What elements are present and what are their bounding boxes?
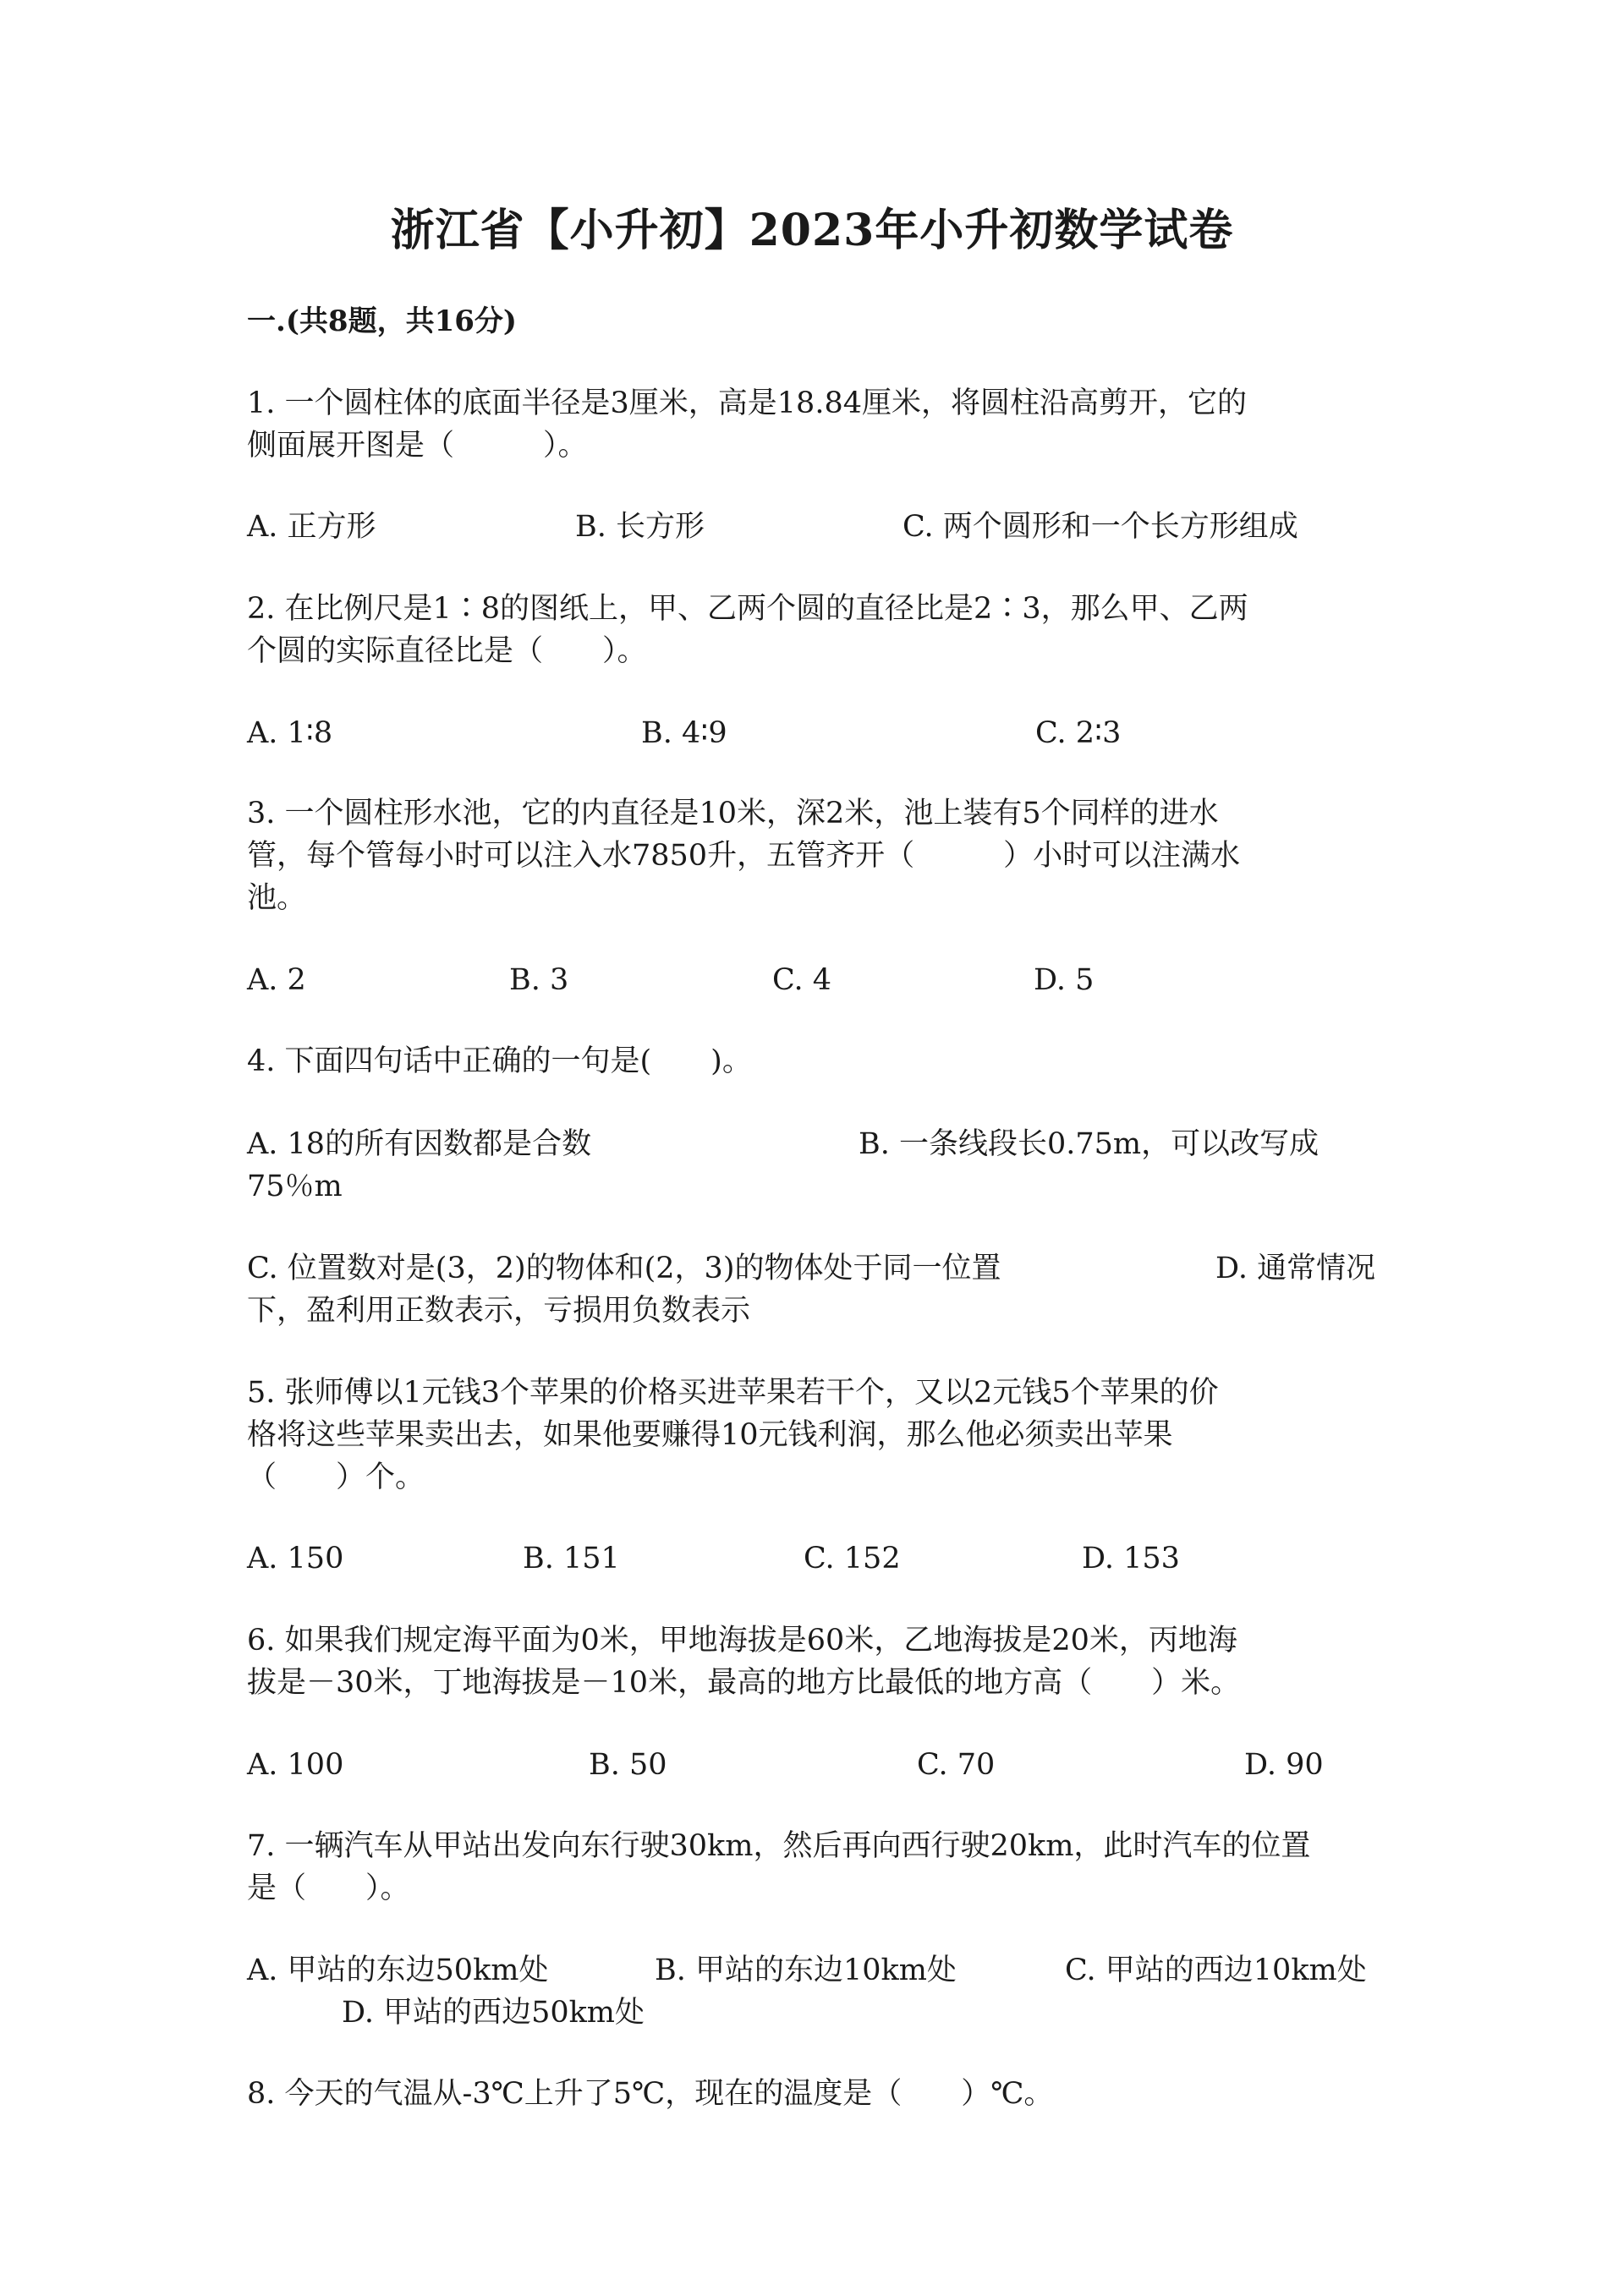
question-3-option-c[interactable]: C. 4: [772, 963, 832, 997]
question-1-line-2: 侧面展开图是（ ）。: [247, 429, 588, 463]
question-6-line-1: 6. 如果我们规定海平面为0米，甲地海拔是60米，乙地海拔是20米，丙地海: [247, 1624, 1237, 1658]
question-4-line-1: 4. 下面四句话中正确的一句是( )。: [247, 1044, 752, 1078]
question-7-option-b[interactable]: B. 甲站的东边10km处: [655, 1954, 957, 1987]
question-2-line-2: 个圆的实际直径比是（ ）。: [247, 634, 647, 668]
question-4-option-b[interactable]: B. 一条线段长0.75m，可以改写成: [859, 1127, 1320, 1161]
question-5-line-3: （ ）个。: [247, 1460, 425, 1494]
question-5-line-1: 5. 张师傅以1元钱3个苹果的价格买进苹果若干个，又以2元钱5个苹果的价: [247, 1376, 1219, 1410]
question-7-option-c[interactable]: C. 甲站的西边10km处: [1065, 1954, 1367, 1987]
question-1-option-b[interactable]: B. 长方形: [575, 510, 705, 544]
question-2-option-a[interactable]: A. 1∶8: [247, 716, 333, 750]
question-6-line-2: 拔是－30米，丁地海拔是－10米，最高的地方比最低的地方高（ ）米。: [247, 1666, 1241, 1700]
question-2-option-c[interactable]: C. 2∶3: [1035, 716, 1122, 750]
section-heading: 一.(共8题，共16分): [247, 304, 517, 338]
question-6-option-d[interactable]: D. 90: [1244, 1748, 1324, 1782]
question-5-option-d[interactable]: D. 153: [1082, 1542, 1180, 1575]
question-6-option-b[interactable]: B. 50: [589, 1748, 667, 1782]
question-7-option-d[interactable]: D. 甲站的西边50km处: [342, 1996, 645, 2030]
question-4-option-b-continued: 75％m: [247, 1170, 343, 1203]
question-3-option-d[interactable]: D. 5: [1034, 963, 1095, 997]
question-4-option-c[interactable]: C. 位置数对是(3，2)的物体和(2，3)的物体处于同一位置: [247, 1252, 1001, 1285]
question-1-option-a[interactable]: A. 正方形: [247, 510, 376, 544]
question-7-line-1: 7. 一辆汽车从甲站出发向东行驶30km，然后再向西行驶20km，此时汽车的位置: [247, 1829, 1311, 1863]
question-6-option-c[interactable]: C. 70: [917, 1748, 996, 1782]
question-3-line-1: 3. 一个圆柱形水池，它的内直径是10米，深2米，池上装有5个同样的进水: [247, 797, 1219, 830]
question-8-line-1: 8. 今天的气温从-3℃上升了5℃，现在的温度是（ ）℃。: [247, 2077, 1054, 2111]
question-7-line-2: 是（ ）。: [247, 1871, 410, 1905]
question-3-option-b[interactable]: B. 3: [509, 963, 569, 997]
question-1-option-c[interactable]: C. 两个圆形和一个长方形组成: [903, 510, 1298, 544]
question-5-option-c[interactable]: C. 152: [804, 1542, 901, 1575]
question-1-line-1: 1. 一个圆柱体的底面半径是3厘米，高是18.84厘米，将圆柱沿高剪开，它的: [247, 386, 1247, 420]
question-5-option-a[interactable]: A. 150: [247, 1542, 344, 1575]
question-3-line-3: 池。: [247, 881, 307, 915]
question-7-option-a[interactable]: A. 甲站的东边50km处: [247, 1954, 549, 1987]
question-6-option-a[interactable]: A. 100: [247, 1748, 344, 1782]
question-3-option-a[interactable]: A. 2: [247, 963, 306, 997]
question-4-option-d-continued: 下，盈利用正数表示，亏损用负数表示: [247, 1294, 751, 1328]
question-5-option-b[interactable]: B. 151: [523, 1542, 620, 1575]
question-4-option-a[interactable]: A. 18的所有因数都是合数: [247, 1127, 592, 1161]
question-2-line-1: 2. 在比例尺是1∶8的图纸上，甲、乙两个圆的直径比是2∶3，那么甲、乙两: [247, 592, 1248, 626]
question-2-option-b[interactable]: B. 4∶9: [641, 716, 727, 750]
question-3-line-2: 管，每个管每小时可以注入水7850升，五管齐开（ ）小时可以注满水: [247, 839, 1241, 873]
page-title: 浙江省【小升初】2023年小升初数学试卷: [390, 205, 1234, 256]
question-5-line-2: 格将这些苹果卖出去，如果他要赚得10元钱利润，那么他必须卖出苹果: [247, 1418, 1173, 1452]
question-4-option-d[interactable]: D. 通常情况: [1215, 1252, 1376, 1285]
